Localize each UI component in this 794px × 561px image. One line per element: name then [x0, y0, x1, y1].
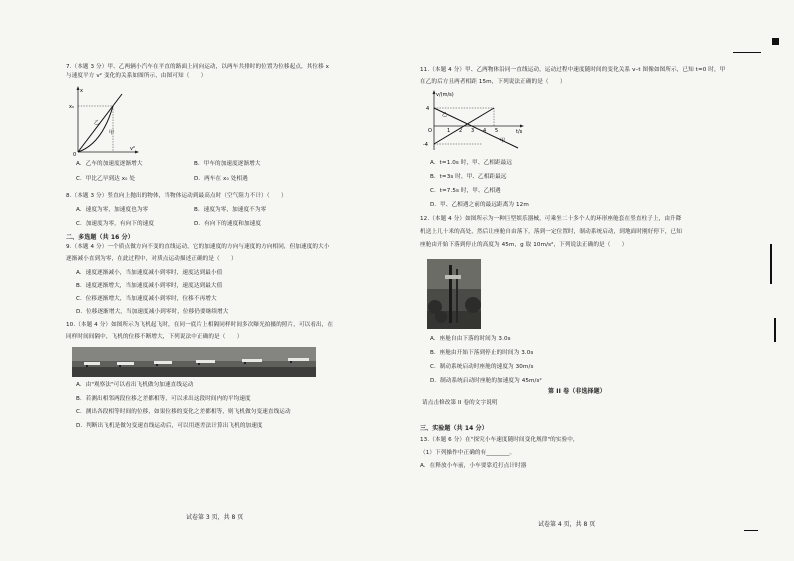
- q12-option-a: A．座舱自由下落的时间为 3.0s: [430, 336, 511, 342]
- q11-option-d: D．甲、乙相遇之前的最远距离为 12m: [430, 202, 529, 208]
- q11-option-b: B．t=3s 时，甲、乙相距最远: [430, 174, 507, 180]
- q13-option-a: A．在释放小车前，小车要靠近打点计时器: [420, 463, 527, 469]
- margin-line-right: [770, 244, 772, 284]
- q7-line-a-label: 乙: [94, 120, 100, 126]
- q7-option-d: D．两车在 x₀ 处相遇: [194, 176, 248, 182]
- q7-graph: [68, 84, 140, 156]
- right-page-footer: 试卷第 4 页，共 8 页: [538, 521, 596, 528]
- q12-stem-line3: 座舱由开始下落到停止的高度为 45m，g 取 10m/s²，下列说法正确的是（ ）: [420, 242, 628, 248]
- q11-vt-graph: [422, 88, 532, 154]
- q8-option-b: B．速度为零，加速度不为零: [194, 207, 267, 213]
- q7-x-axis-label: v²: [130, 146, 135, 152]
- q11-tick-2: 2: [459, 128, 463, 134]
- left-page-footer: 试卷第 3 页，共 8 页: [186, 514, 244, 521]
- q13-sub1: （1）下列操作中正确的有________。: [420, 450, 516, 456]
- q7-line-b-label: 甲: [109, 130, 115, 136]
- q10-stem-line1: 10.（本题 4 分）如图所示为飞机起飞时，在同一底片上相隔同样时间多次曝光拍摄的照片，可以看出，在: [66, 322, 334, 328]
- q9-option-c: C．位移逐渐增大，当加速度减小到零时，位移不再增大: [76, 296, 217, 302]
- drop-tower-photo: [427, 259, 481, 329]
- q7-option-a: A．乙车的加速度逐渐增大: [76, 161, 143, 167]
- q11-line-a-label: 乙: [442, 112, 448, 118]
- q11-line-b-label: 甲: [500, 138, 506, 144]
- q10-stem-line2: 同样时间间隔中，飞机的位移不断增大，下列说法中正确的是（ ）: [66, 334, 243, 340]
- q10-option-d: D．判断出飞机是做匀变速直线运动后，可以用逐差法计算出飞机的加速度: [76, 423, 263, 429]
- q7-origin-label: 0: [73, 152, 77, 156]
- q11-y-neg-label: -4: [423, 142, 428, 148]
- part2-note: 请点击修改第 II 卷的文字说明: [422, 400, 498, 406]
- q8-option-a: A．速度为零，加速度也为零: [76, 207, 149, 213]
- q11-tick-3: 3: [471, 128, 475, 134]
- q11-stem-line2: 在乙的后方且两者相距 15m，下列说法正确的是（ ）: [420, 79, 566, 85]
- q7-option-b: B．甲车的加速度逐渐增大: [194, 161, 261, 167]
- q11-option-c: C．t=7.5s 时，甲、乙相遇: [430, 188, 501, 194]
- q11-option-a: A．t=1.0s 时，甲、乙相距最远: [430, 160, 513, 166]
- q11-stem-line1: 11.（本题 4 分）甲、乙两物体沿同一直线运动，运动过程中速度随时间的变化关系 v–t 图像如图所示，已知 t=0 时，甲: [420, 67, 726, 73]
- q7-stem-line2: 与速度平方 v² 变化的关系如图所示，由图可知（ ）: [66, 73, 207, 79]
- q8-stem: 8.（本题 3 分）竖直向上抛出的物体，当物体运动到最高点时（空气阻力不计）（ ）: [66, 193, 287, 199]
- registration-square: [772, 38, 779, 45]
- section-experiment: 三、实验题（共 14 分）: [420, 425, 488, 432]
- q7-option-c: C．甲比乙早到达 x₀ 处: [76, 176, 136, 182]
- q11-y-pos-label: 4: [426, 106, 430, 112]
- q12-option-d: D．制动系统启动时座舱的加速度为 45m/s²: [430, 378, 542, 384]
- q8-option-c: C．加速度为零，有向下的速度: [76, 221, 155, 227]
- q7-x0-label: x₀: [69, 104, 74, 110]
- q11-tick-4: 4: [483, 128, 487, 134]
- q8-option-d: D．有向下的速度和加速度: [194, 221, 262, 227]
- q11-tick-5: 5: [495, 128, 499, 134]
- q12-option-c: C．制动系统启动时座舱的速度为 30m/s: [430, 364, 534, 370]
- margin-line-right-2: [774, 318, 776, 342]
- q12-stem-line2: 机送上几十米的高处，然后让座舱自由落下，落到一定位置时，制动系统启动，到地面时刚好停下，已知: [420, 229, 682, 235]
- q10-option-b: B．若测出相邻两段位移之差都相等，可以求出这段时间内的平均速度: [76, 396, 251, 402]
- q13-stem: 13.（本题 6 分）在"探究小车速度随时间变化规律"的实验中，: [420, 437, 579, 443]
- q11-origin-label: O: [428, 128, 432, 134]
- q9-stem-line1: 9.（本题 4 分）一个质点做方向不变的直线运动，它的加速度的方向与速度的方向相同，但加速度的大小: [66, 244, 330, 250]
- q12-stem-line1: 12.（本题 4 分）如图所示为一种巨型娱乐器械，可乘坐二十多个人的环形座舱套在竖直柱子上，由升降: [420, 216, 682, 222]
- q9-stem-line2: 逐渐减小直到为零，在此过程中，对质点运动描述正确的是（ ）: [66, 256, 237, 262]
- q9-option-a: A．速度逐渐减小，当加速度减小到零时，速度达到最小值: [76, 270, 223, 276]
- left-page: [66, 0, 396, 561]
- q7-y-axis-label: x: [80, 88, 83, 94]
- q11-x-axis-label: t/s: [516, 129, 523, 135]
- q11-tick-1: 1: [447, 128, 451, 134]
- q12-option-b: B．座舱由开始下落到停止的时间为 3.0s: [430, 350, 534, 356]
- q10-option-a: A．由"观察法"可以看出飞机做匀加速直线运动: [76, 382, 194, 388]
- q7-stem-line1: 7.（本题 3 分）甲、乙两辆小汽车在平直的路面上同向运动，以两车共排时的位置为位移起点，其位移 x: [66, 64, 330, 70]
- q9-option-b: B．速度逐渐增大，当加速度减小到零时，速度达到最大值: [76, 283, 223, 289]
- q11-y-axis-label: v/(m/s): [436, 92, 454, 98]
- section-multiple-choice: 二、多选题（共 16 分）: [66, 234, 134, 241]
- right-page: [420, 0, 770, 561]
- q10-option-c: C．测出各段相等时间的位移，如果位移的变化之差都相等，则飞机做匀变速直线运动: [76, 409, 291, 415]
- q9-option-d: D．位移逐渐增大，当加速度减小到零时，位移仍要继续增大: [76, 309, 229, 315]
- part2-title: 第 II 卷（非选择题）: [548, 388, 606, 395]
- airplane-multi-exposure-photo: [72, 347, 316, 377]
